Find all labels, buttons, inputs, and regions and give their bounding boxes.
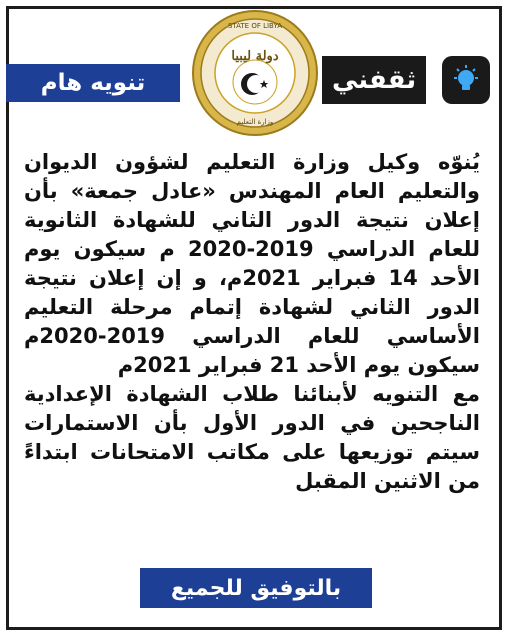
emblem-seal-icon	[190, 8, 320, 138]
emblem-ministry-text: وزارة التعليم	[236, 118, 274, 126]
announcement-body	[24, 148, 480, 496]
closing-label: بالتوفيق للجميع	[170, 575, 342, 601]
brand-logo	[322, 50, 490, 110]
badge-label: تنويه هام	[40, 70, 146, 96]
state-emblem	[190, 8, 320, 138]
announcement-paragraph-2: مع التنويه لأبنائنا طلاب الشهادة الإعدادية الناجحين في الدور الأول بأن الاستمارات سيتم توزيعها على مكاتب الامتحانات ابتداءً من الاثنين المقبل	[24, 382, 480, 493]
emblem-arabic-name: دولة ليبيا	[231, 49, 279, 64]
lightbulb-icon	[442, 56, 490, 104]
brand-name: ثقفني	[332, 65, 417, 95]
important-notice-badge	[6, 64, 180, 102]
announcement-paragraph-1: يُنوّه وكيل وزارة التعليم لشؤون الديوان والتعليم العام المهندس «عادل جمعة» بأن إعلان نتيجة الدور الثاني للشهادة الثانوية للعام الدراسي 2019-2020 م سيكون يوم الأحد 14 فبراير 2021م، و إن إعلان نتيجة الدور الثاني لشهادة إتمام مرحلة التعليم الأساسي للعام الدراسي 2019-2020م سيكون يوم الأحد 21 فبراير 2021م	[24, 150, 481, 377]
closing-banner	[140, 568, 372, 608]
emblem-top-text: STATE OF LIBYA	[227, 22, 283, 30]
brand-name-box	[322, 56, 426, 104]
